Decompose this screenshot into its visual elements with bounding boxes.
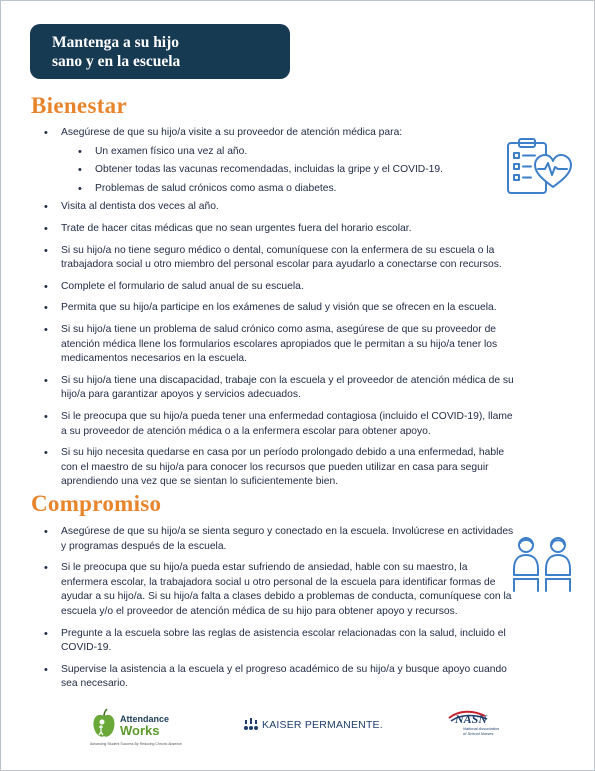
list-item: • Complete el formulario de salud anual de su escuela. bbox=[44, 280, 514, 295]
kaiser-permanente-name: KAISER PERMANENTE. bbox=[262, 719, 383, 731]
bienestar-list bbox=[44, 126, 514, 497]
list-item: • Pregunte a la escuela sobre las reglas de asistencia escolar relacionadas con la salud, incluido el COVID-19. bbox=[44, 627, 514, 656]
page-title-banner bbox=[30, 24, 290, 79]
parent-child-icon bbox=[510, 535, 576, 600]
footer-logos bbox=[0, 706, 595, 756]
nasn-logo bbox=[445, 708, 505, 754]
attendance-works-tagline: Advancing Student Success By Reducing Chronic Absence bbox=[90, 742, 182, 746]
list-item bbox=[44, 126, 514, 196]
list-item: • Si su hijo/a tiene un problema de salud crónico como asma, asegúrese de que su proveedor de atención médica llene los formularios escolares apropiados que le permitan a su hijo/a tener los medicamentos necesarios en la escuela. bbox=[44, 323, 514, 367]
list-item: • Asegúrese de que su hijo/a se sienta seguro y conectado en la escuela. Involúcrese en actividades y programas después de la escuela. bbox=[44, 525, 514, 554]
list-item: • Si su hijo/a no tiene seguro médico o dental, comuníquese con la enfermera de su escuela o la trabajadora social u otro miembro del personal escolar para ayudarlo a conectarse con recursos. bbox=[44, 244, 514, 273]
list-item: • Supervise la asistencia a la escuela y el progreso académico de su hijo/a y busque apoyo cuando sea necesario. bbox=[44, 663, 514, 692]
attendance-works-line1: Attendance bbox=[120, 714, 170, 724]
kaiser-permanente-logo bbox=[242, 716, 382, 736]
page-title-line-1: Mantenga a su hijo bbox=[52, 34, 180, 51]
section-title-compromiso: Compromiso bbox=[31, 491, 162, 516]
nasn-full-name: National Association of School Nurses bbox=[463, 726, 500, 736]
list-item: • Si su hijo/a tiene una discapacidad, trabaje con la escuela y el proveedor de atención médica de su hijo/a para garantizar apoyos y servicios adecuados. bbox=[44, 374, 514, 403]
page-title-line-2: sano y en la escuela bbox=[52, 53, 181, 70]
apple-icon bbox=[90, 708, 118, 740]
section-title-bienestar: Bienestar bbox=[31, 93, 127, 118]
list-item: • Si su hijo necesita quedarse en casa por un período prolongado debido a una enfermedad, hable con el maestro de su hijo/a para conocer los recursos que pueden utilizar en casa para seguir aprendiendo una vez que se sientan lo suficientemente bien. bbox=[44, 446, 514, 490]
attendance-works-line2: Works bbox=[120, 723, 160, 738]
clipboard-heart-icon bbox=[505, 137, 573, 202]
list-item: • Si le preocupa que su hijo/a pueda estar sufriendo de ansiedad, hable con su maestro, la enfermera escolar, la trabajadora social u otro personal de la escuela para identificar formas de ayudar a su hijo/a. Si su hijo/a falta a clases debido a problemas de conducta, comuníquese con la escuela y/o el proveedor de atención médica de su hijo para obtener apoyo y recursos. bbox=[44, 561, 514, 619]
list-item: • Si le preocupa que su hijo/a pueda tener una enfermedad contagiosa (incluido el COVID-19), llame a su proveedor de atención médica o a la enfermera escolar para obtener apoyo. bbox=[44, 410, 514, 439]
list-item-text: Asegúrese de que su hijo/a visite a su proveedor de atención médica para: bbox=[61, 127, 403, 138]
nasn-abbr: NASN bbox=[455, 712, 488, 726]
sub-list-item: • Un examen físico una vez al año. bbox=[78, 145, 514, 160]
kp-symbol-icon bbox=[242, 717, 260, 733]
compromiso-list bbox=[44, 525, 514, 699]
list-item: • Visita al dentista dos veces al año. bbox=[44, 200, 514, 215]
sub-list-item: • Problemas de salud crónicos como asma o diabetes. bbox=[78, 182, 514, 197]
attendance-works-logo bbox=[90, 706, 200, 752]
list-item: • Permita que su hijo/a participe en los exámenes de salud y visión que se ofrecen en la escuela. bbox=[44, 301, 514, 316]
sub-list bbox=[61, 145, 514, 197]
sub-list-item: • Obtener todas las vacunas recomendadas, incluidas la gripe y el COVID-19. bbox=[78, 163, 514, 178]
list-item: • Trate de hacer citas médicas que no sean urgentes fuera del horario escolar. bbox=[44, 222, 514, 237]
